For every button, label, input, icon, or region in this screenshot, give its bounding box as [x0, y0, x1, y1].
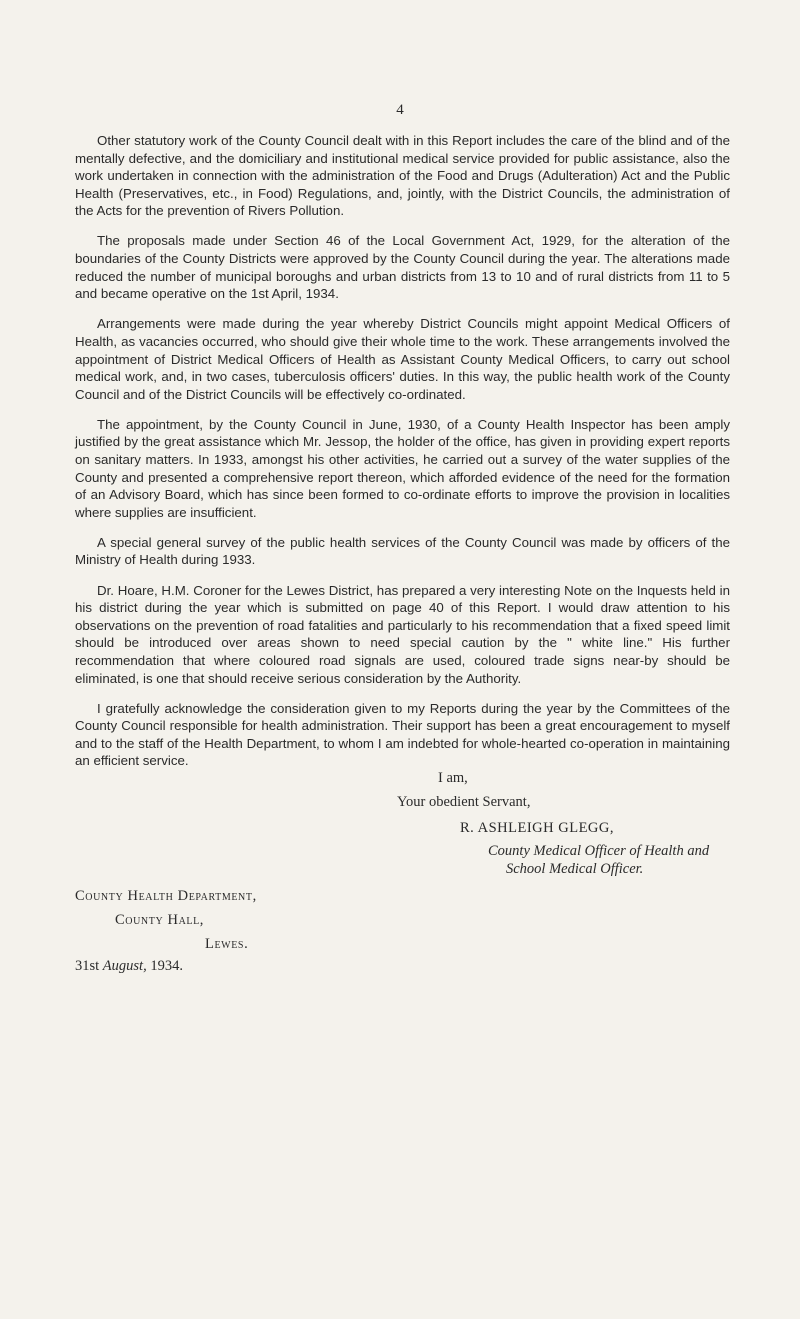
valediction: Your obedient Servant,: [397, 794, 531, 810]
signatory-name: R. ASHLEIGH GLEGG,: [460, 820, 614, 836]
page-number: 4: [396, 102, 404, 118]
signatory-title-line-1: County Medical Officer of Health and: [488, 843, 710, 859]
paragraph-acknowledgement: I gratefully acknowledge the consideration given to my Reports during the year by the Committees of the County Council responsible for health administration. Their support has been a great encouragement to myself and to the staff of the Health Department, to whom I am indebted for whole-hearted co-operation in maintaining an efficient service.: [75, 700, 730, 769]
report-body: [75, 132, 730, 783]
date-month: August,: [102, 958, 147, 974]
paragraph-medical-officers: Arrangements were made during the year whereby District Councils might appoint Medical Officers of Health, as vacancies occurred, who should give their whole time to the work. These arrangements involved the appointment of District Medical Officers of Health as Assistant County Medical Officers, to carry out school medical work, and, in two cases, tuberculosis officers' duties. In this way, the public health work of the County Council and of the District Councils will be effectively co-ordinated.: [75, 316, 730, 402]
paragraph-boundaries: The proposals made under Section 46 of the Local Government Act, 1929, for the alteration of the boundaries of the County Districts were approved by the County Council during the year. The alterations made reduced the number of municipal boroughs and urban districts from 13 to 10 and of rural districts from 11 to 5 and became operative on the 1st April, 1934.: [75, 233, 730, 302]
paragraph-health-inspector: The appointment, by the County Council in June, 1930, of a County Health Inspector has been amply justified by the great assistance which Mr. Jessop, the holder of the office, has given in providing expert reports on sanitary matters. In 1933, amongst his other activities, he carried out a survey of the water supplies of the County and presented a comprehensive report thereon, which afforded evidence of the need for the formation of an Advisory Board, which has since been formed to co-ordinate efforts to improve the provision in localities where supplies are insufficient.: [75, 416, 730, 520]
address-building: County Hall,: [115, 912, 205, 928]
paragraph-coroner-note: Dr. Hoare, H.M. Coroner for the Lewes District, has prepared a very interesting Note on the Inquests held in his district during the year which is submitted on page 40 of this Report. I would draw attention to his observations on the prevention of road fatalities and particularly to his recommendation that a fixed speed limit should be introduced over areas shown to need special caution by the " white line." His further recommendation that where coloured road signals are used, coloured trade signs near-by should be eliminated, is one that should receive serious consideration by the Authority.: [75, 582, 730, 686]
address-department: County Health Department,: [75, 888, 257, 904]
salutation: I am,: [438, 770, 468, 786]
address-town: Lewes.: [205, 936, 249, 952]
date-year: 1934.: [150, 958, 183, 974]
signatory-title-line-2: School Medical Officer.: [506, 861, 644, 877]
paragraph-ministry-survey: A special general survey of the public health services of the County Council was made by officers of the Ministry of Health during 1933.: [75, 534, 730, 568]
paragraph-statutory-work: Other statutory work of the County Council dealt with in this Report includes the care of the blind and of the mentally defective, and the domiciliary and institutional medical service provided for public assistance, also the work undertaken in connection with the administration of the Food and Drugs (Adulteration) Act and the Public Health (Preservatives, etc., in Food) Regulations, and, jointly, with the District Councils, the administration of the Acts for the prevention of Rivers Pollution.: [75, 133, 730, 219]
report-date: [75, 958, 183, 975]
date-day: 31st: [75, 958, 100, 974]
